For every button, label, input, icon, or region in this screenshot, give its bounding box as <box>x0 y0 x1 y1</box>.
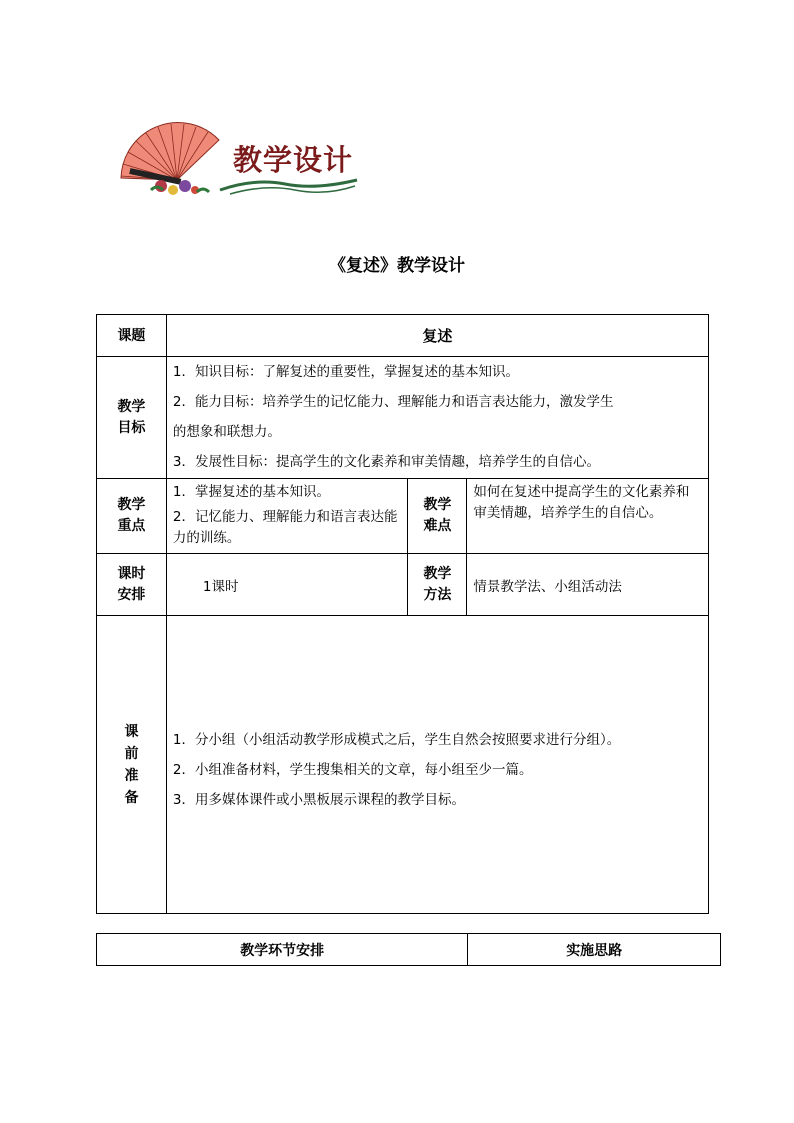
key-points-cell <box>166 479 408 554</box>
key-points-label: 教学 重点 <box>97 479 167 554</box>
prep-cell <box>166 616 708 914</box>
objective-line: 1．知识目标：了解复述的重要性，掌握复述的基本知识。 <box>172 364 519 380</box>
prep-line: 1．分小组（小组活动教学形成模式之后，学生自然会按照要求进行分组）。 <box>172 731 621 748</box>
schedule-cell: 1课时 <box>166 554 408 616</box>
objectives-cell <box>166 357 708 479</box>
schedule-label: 课时 安排 <box>97 554 167 616</box>
difficulties-cell: 如何在复述中提高学生的文化素养和审美情趣，培养学生的自信心。 <box>467 479 709 554</box>
table-row <box>97 357 709 479</box>
objective-line: 3．发展性目标：提高学生的文化素养和审美情趣，培养学生的自信心。 <box>172 454 600 470</box>
table-row <box>97 315 709 357</box>
table-row <box>97 479 709 554</box>
difficulties-label: 教学 难点 <box>408 479 467 554</box>
lesson-plan-table <box>96 314 709 914</box>
methods-cell: 情景教学法、小组活动法 <box>467 554 709 616</box>
steps-header-approach: 实施思路 <box>468 934 721 966</box>
objective-line: 的想象和联想力。 <box>172 424 281 440</box>
table-row <box>97 934 721 966</box>
page-title: 《复述》教学设计 <box>329 256 465 276</box>
methods-label: 教学 方法 <box>408 554 467 616</box>
prep-line: 2．小组准备材料，学生搜集相关的文章，每小组至少一篇。 <box>172 761 533 778</box>
objectives-label: 教学 目标 <box>97 357 167 479</box>
steps-table <box>96 933 721 966</box>
logo-title: 教学设计 <box>233 143 354 177</box>
key-point-line: 2．记忆能力、理解能力和语言表达能力的训练。 <box>172 509 398 546</box>
objective-line: 2．能力目标：培养学生的记忆能力、理解能力和语言表达能力，激发学生 <box>172 394 614 410</box>
topic-label: 课题 <box>97 315 167 357</box>
table-row <box>97 616 709 914</box>
key-point-line: 1．掌握复述的基本知识。 <box>172 484 330 500</box>
table-row <box>97 554 709 616</box>
topic-value: 复述 <box>166 315 708 357</box>
prep-label: 课 前 准 备 <box>97 616 167 914</box>
prep-line: 3．用多媒体课件或小黑板展示课程的教学目标。 <box>172 791 465 808</box>
steps-header-arrangement: 教学环节安排 <box>97 934 468 966</box>
